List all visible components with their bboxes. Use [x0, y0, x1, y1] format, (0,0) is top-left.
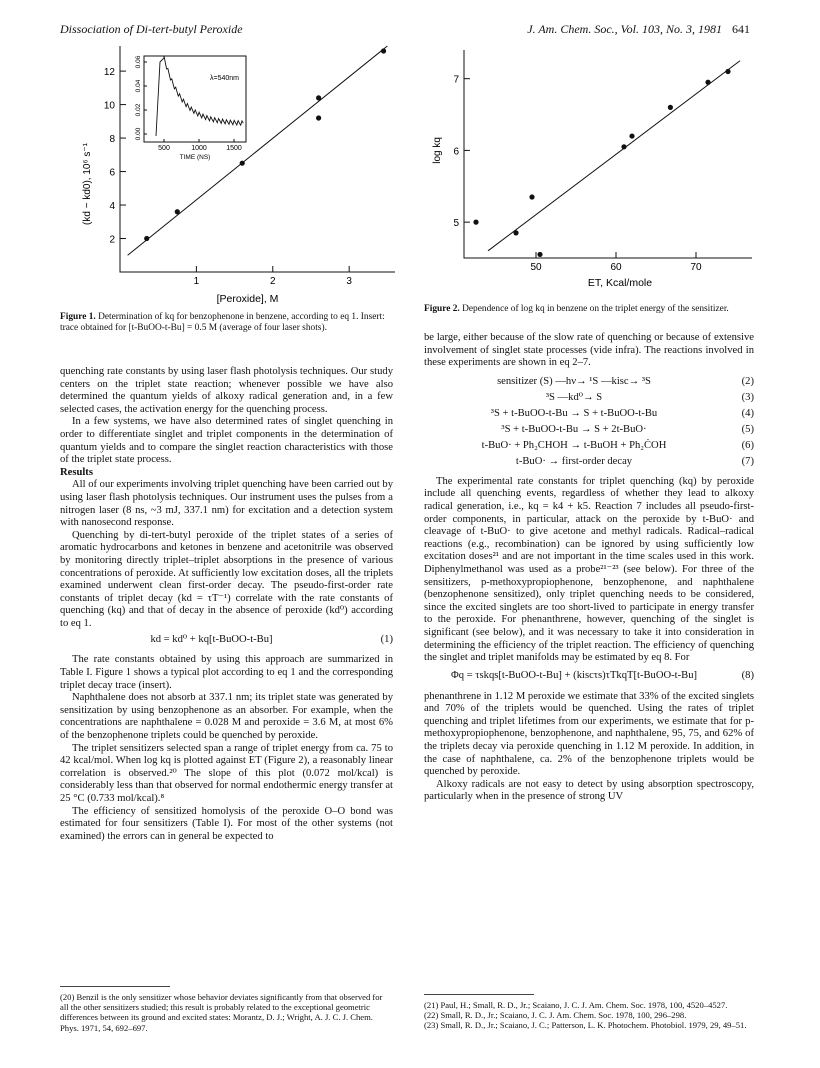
fig1-ytick-label: 10	[103, 100, 115, 112]
fig2-fit-line	[488, 61, 740, 251]
equation-number: (3)	[741, 391, 754, 403]
footnote-20: (20) Benzil is the only sensitizer whose behavior deviates significantly from that observed for all the other sensitizers studied; this result is probably related to the exceptional geometric differences between its ground and excited states: Morantz, D. J.; Wright, A. J. C. J. Chem. Phys. 1971, 54, 692–697.	[60, 992, 383, 1033]
figure-1-plot	[60, 44, 400, 309]
fig2-data-point	[473, 220, 478, 225]
footnote-21: (21) Paul, H.; Small, R. D., Jr.; Scaiano, J. C. J. Am. Chem. Soc. 1978, 100, 4520–4527.	[424, 1000, 728, 1010]
right-column	[424, 332, 754, 804]
fig2-caption-label: Figure 2.	[424, 304, 460, 314]
equation-body: t-BuO· + Ph₂CHOH → t-BuOH + Ph₂ĊOH	[481, 439, 667, 451]
equation-number: (2)	[741, 375, 754, 387]
equation-7	[424, 456, 754, 472]
fig2-data-point	[621, 144, 626, 149]
fig2-data-point	[513, 230, 518, 235]
equation-4	[424, 408, 754, 424]
paragraph: The rate constants obtained by using this approach are summarized in Table I. Figure 1 shows a typical plot according to eq 1 and the corresponding triplet decay trace (insert).	[60, 654, 393, 691]
paragraph: All of our experiments involving triplet quenching have been carried out by using laser flash photolysis techniques. Our instrument uses the pulses from a nitrogen laser (8 ns, ~3 mJ, 337.1 nm) for excitation and a detection system with nanosecond response.	[60, 479, 393, 529]
fig2-data-point	[537, 252, 542, 257]
equation-number: (5)	[741, 423, 754, 435]
fig1-ylabel: (kd − kd0), 10⁶ s⁻¹	[82, 143, 93, 225]
fig1-data-point	[381, 48, 386, 53]
figure-2-caption	[424, 304, 754, 315]
fig1-data-point	[144, 236, 149, 241]
inset-ytick-label: 0.02	[135, 103, 142, 117]
left-column	[60, 366, 393, 843]
fig2-ytick-label: 6	[453, 146, 459, 158]
paragraph: Quenching by di-tert-butyl peroxide of the triplet states of a series of aromatic hydrocarbons and ketones in benzene and acetonitrile was observed by monitoring directly triplet–triplet absorptions in the presence of various concentrations of peroxide. At sufficiently low excitation doses, all the triplets examined underwent clean first-order decay. The pseudo-first-order rate constants of triplet decay (kd = τT⁻¹) correlate with the rate constants of quenching (kq) and that of decay in the absence of peroxide (kd⁰) according to eq 1.	[60, 529, 393, 629]
equation-number: (1)	[380, 634, 393, 646]
fig1-data-point	[175, 209, 180, 214]
fig2-xtick-label: 70	[690, 262, 702, 273]
paragraph: be large, either because of the slow rate of quenching or because of extensive involvement of singlet state processes (vide infra). The reactions involved in these experiments are shown in eq 2–7.	[424, 332, 754, 369]
equation-2	[424, 376, 754, 392]
fig1-ytick-label: 12	[103, 67, 115, 79]
equation-body: ³S + t-BuOO-t-Bu → S + 2t-BuO·	[501, 423, 647, 435]
figure-2-plot	[424, 44, 754, 292]
fig1-caption-label: Figure 1.	[60, 312, 96, 322]
footnote-23: (23) Small, R. D., Jr.; Scaiano, J. C.; Patterson, L. K. Photochem. Photobiol. 1979, 29, 49–51.	[424, 1020, 747, 1031]
equation-number: (7)	[741, 455, 754, 467]
equation-number: (4)	[741, 407, 754, 419]
inset-ytick-label: 0.06	[135, 55, 142, 69]
fig1-ytick-label: 6	[109, 167, 115, 179]
running-header	[60, 22, 750, 38]
fig1-xtick-label: 2	[269, 276, 276, 287]
inset-ytick-label: 0.00	[135, 127, 142, 141]
equation-body: t-BuO· → first-order decay	[515, 455, 633, 467]
inset-xlabel: TIME (NS)	[179, 154, 211, 161]
fig2-ytick-label: 7	[453, 74, 459, 86]
paragraph: Naphthalene does not absorb at 337.1 nm; its triplet state was generated by sensitization by using benzophenone as an absorber. For example, when the concentrations are naphthalene = 0.028 M and peroxide = 3.6 M, at most 6% of the benzophenone triplets could be quenched by peroxide.	[60, 692, 393, 742]
equation-3	[424, 392, 754, 408]
paragraph: The efficiency of sensitized homolysis of the peroxide O–O bond was estimated for four sensitizers (Table I). For most of the other systems (not examined) the errors can in general be expected to	[60, 805, 393, 842]
inset-ytick-label: 0.04	[135, 79, 142, 93]
inset-xtick-label: 500	[158, 145, 170, 152]
fig1-xtick-label: 1	[193, 276, 200, 287]
equation-body: Φq = τskqs[t-BuOO-t-Bu] + (kiscτs)τTkqT[t-BuOO-t-Bu]	[450, 669, 698, 681]
fig1-ytick-label: 2	[109, 234, 115, 246]
equation-body: ³S —kd⁰→ S	[545, 391, 603, 403]
footnote-rule	[424, 994, 534, 995]
paragraph: Alkoxy radicals are not easy to detect by using absorption spectroscopy, particularly when in the presence of strong UV	[424, 778, 754, 803]
equation-1	[60, 634, 393, 650]
section-heading-results: Results	[60, 466, 93, 478]
fig1-data-point	[316, 95, 321, 100]
footnote-rule	[60, 986, 170, 987]
fig1-xtick-label: 3	[346, 276, 352, 287]
equation-6	[424, 440, 754, 456]
equation-body: kd = kd⁰ + kq[t-BuOO-t-Bu]	[150, 634, 273, 646]
fig1-ytick-label: 8	[109, 134, 115, 146]
fig1-data-point	[316, 115, 321, 120]
inset-xtick-label: 1000	[191, 145, 207, 152]
footnote-22: (22) Small, R. D., Jr.; Scaiano, J. C. J. Am. Chem. Soc. 1978, 100, 296–298.	[424, 1010, 687, 1021]
inset-wavelength-label: λ=540nm	[210, 75, 239, 82]
fig2-data-point	[629, 133, 634, 138]
fig2-data-point	[705, 80, 710, 85]
equation-body: ³S + t-BuOO-t-Bu → S + t-BuOO-t-Bu	[490, 407, 658, 419]
fig1-ytick-label: 4	[109, 201, 115, 213]
fig2-ytick-label: 5	[453, 218, 459, 230]
header-journal	[527, 22, 750, 37]
paragraph: In a few systems, we have also determined rates of singlet quenching in order to differentiate singlet and triplet components in the determination of quantum yields and to compare the singlet reaction characteristics with those of the triplet state process.	[60, 416, 393, 466]
fig2-data-point	[529, 194, 534, 199]
equation-body: sensitizer (S) —hν→ ¹S —kisc→ ³S	[497, 375, 651, 387]
fig2-data-point	[725, 69, 730, 74]
paragraph: phenanthrene in 1.12 M peroxide we estimate that 33% of the excited singlets and 70% of the triplets would be quenched. Using the rates of triplet quenching and triplet lifetimes from our experiments, we estimate that for p-methoxypropiophenone, benzophenone, and naphthalene, 95, 75, and 62% of the triplets decay via peroxide quenching in 1.12 M peroxide. In addition, in the case of naphthalene, ca. 2% of the benzophenone triplets would be quenched by peroxide.	[424, 690, 754, 778]
fig2-axes	[432, 50, 752, 289]
paragraph: The experimental rate constants for triplet quenching (kq) by peroxide include all quenching events, regardless of whether they lead to alkoxy radical generation, i.e., kq = k4 + k5. Reaction 7 includes all pseudo-first-order components, in particular, attack on the peroxide by t-BuO· and cleavage of t-BuO· to give acetone and methyl radicals. Radical–radical reactions (e.g., recombination) can be ignored by using sufficiently low excitation doses²¹ and are not important in the time scales used in this work. Diphenylmethanol was used as a probe²¹⁻²³ (see below). For three of the sensitizers, p-methoxypropiophenone, benzophenone, and naphthalene (benzophenone sensitized), only triplet quenching needs to be considered, since the excited singlets are too short-lived to participate in energy transfer to the peroxide. For phenanthrene, however, quenching of the singlet is significant (see below), and it was necessary to take it into consideration in determining the efficiency of the triplet reaction. The efficiency of quenching the singlet and triplet manifolds may be estimated by eq 8. For	[424, 475, 754, 664]
figure-1-caption	[60, 312, 393, 334]
equation-5	[424, 424, 754, 440]
paragraph: quenching rate constants by using laser flash photolysis techniques. Our study centers on the triplet state reaction; whenever possible we have also determined the quantum yields of alkoxy radical generation and, in a few selected cases, the activation energy for the quenching process.	[60, 366, 393, 415]
fig1-caption-text: Determination of kq for benzophenone in benzene, according to eq 1. Insert: trace obtained for [t-BuOO-t-Bu] = 0.5 M (average of four laser shots).	[60, 312, 385, 333]
fig2-data-point	[668, 105, 673, 110]
fig2-marks	[473, 61, 740, 257]
journal-citation: J. Am. Chem. Soc., Vol. 103, No. 3, 1981	[527, 22, 722, 36]
fig1-xlabel: [Peroxide], M	[216, 293, 279, 305]
fig2-xlabel: ET, Kcal/mole	[587, 277, 653, 289]
fig2-caption-text: Dependence of log kq in benzene on the triplet energy of the sensitizer.	[462, 304, 729, 314]
fig2-xtick-label: 60	[610, 262, 622, 273]
fig2-ylabel: log kq	[432, 137, 443, 164]
fig1-data-point	[240, 161, 245, 166]
equation-number: (8)	[741, 669, 754, 681]
footnotes-21-23	[424, 1000, 754, 1031]
equation-8	[424, 670, 754, 686]
fig1-inset	[135, 55, 246, 161]
page-number: 641	[732, 22, 750, 36]
fig2-xtick-label: 50	[530, 262, 542, 273]
inset-xtick-label: 1500	[226, 145, 242, 152]
paragraph: The triplet sensitizers selected span a range of triplet energy from ca. 75 to 42 kcal/mol. When log kq is plotted against ET (Figure 2), a reasonably linear correlation is observed.²⁰ The slope of this plot (0.072 mol/kcal) is considerably less than that observed for normal endothermic energy transfer at 25 °C (0.733 mol/kcal).⁸	[60, 742, 393, 804]
header-title: Dissociation of Di-tert-butyl Peroxide	[60, 22, 243, 36]
equation-number: (6)	[741, 439, 754, 451]
